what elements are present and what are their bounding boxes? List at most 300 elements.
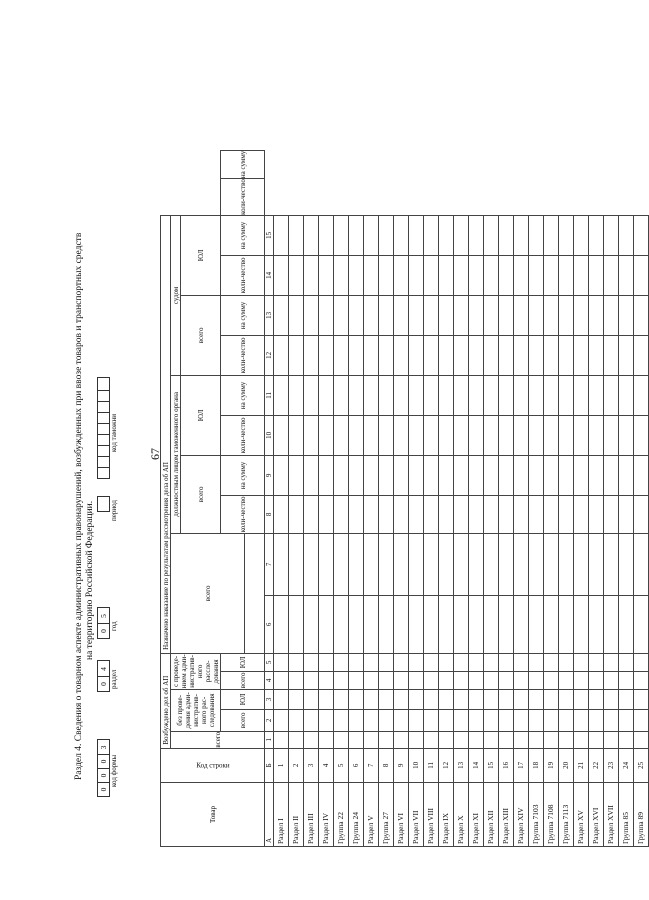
data-cell[interactable] (469, 415, 484, 455)
data-cell[interactable] (274, 295, 289, 335)
data-cell[interactable] (529, 731, 544, 748)
data-cell[interactable] (499, 215, 514, 255)
data-cell[interactable] (454, 295, 469, 335)
data-cell[interactable] (559, 689, 574, 709)
data-cell[interactable] (454, 335, 469, 375)
data-cell[interactable] (589, 415, 604, 455)
data-cell[interactable] (469, 295, 484, 335)
data-cell[interactable] (484, 671, 499, 689)
data-cell[interactable] (409, 731, 424, 748)
data-cell[interactable] (589, 671, 604, 689)
data-cell[interactable] (319, 709, 334, 731)
data-cell[interactable] (439, 495, 454, 533)
data-cell[interactable] (304, 671, 319, 689)
data-cell[interactable] (394, 295, 409, 335)
data-cell[interactable] (484, 215, 499, 255)
data-cell[interactable] (499, 709, 514, 731)
data-cell[interactable] (319, 689, 334, 709)
data-cell[interactable] (289, 375, 304, 415)
data-cell[interactable] (544, 495, 559, 533)
data-cell[interactable] (424, 335, 439, 375)
data-cell[interactable] (334, 415, 349, 455)
data-cell[interactable] (409, 533, 424, 595)
data-cell[interactable] (379, 455, 394, 495)
data-cell[interactable] (589, 495, 604, 533)
data-cell[interactable] (334, 671, 349, 689)
data-cell[interactable] (304, 255, 319, 295)
data-cell[interactable] (469, 595, 484, 653)
data-cell[interactable] (469, 255, 484, 295)
data-cell[interactable] (364, 595, 379, 653)
data-cell[interactable] (529, 689, 544, 709)
data-cell[interactable] (484, 375, 499, 415)
data-cell[interactable] (379, 375, 394, 415)
data-cell[interactable] (634, 375, 649, 415)
data-cell[interactable] (454, 653, 469, 671)
data-cell[interactable] (364, 335, 379, 375)
data-cell[interactable] (454, 671, 469, 689)
data-cell[interactable] (514, 671, 529, 689)
data-cell[interactable] (499, 255, 514, 295)
data-cell[interactable] (574, 215, 589, 255)
data-cell[interactable] (484, 495, 499, 533)
data-cell[interactable] (409, 375, 424, 415)
data-cell[interactable] (424, 709, 439, 731)
data-cell[interactable] (529, 709, 544, 731)
data-cell[interactable] (574, 495, 589, 533)
data-cell[interactable] (529, 595, 544, 653)
data-cell[interactable] (454, 709, 469, 731)
data-cell[interactable] (604, 689, 619, 709)
data-cell[interactable] (274, 375, 289, 415)
data-cell[interactable] (619, 709, 634, 731)
data-cell[interactable] (514, 731, 529, 748)
data-cell[interactable] (619, 671, 634, 689)
data-cell[interactable] (289, 731, 304, 748)
data-cell[interactable] (319, 255, 334, 295)
data-cell[interactable] (589, 595, 604, 653)
data-cell[interactable] (454, 415, 469, 455)
data-cell[interactable] (469, 533, 484, 595)
data-cell[interactable] (559, 671, 574, 689)
data-cell[interactable] (289, 595, 304, 653)
data-cell[interactable] (364, 653, 379, 671)
data-cell[interactable] (409, 595, 424, 653)
data-cell[interactable] (469, 689, 484, 709)
data-cell[interactable] (559, 455, 574, 495)
data-cell[interactable] (604, 335, 619, 375)
data-cell[interactable] (379, 653, 394, 671)
data-cell[interactable] (544, 335, 559, 375)
data-cell[interactable] (634, 455, 649, 495)
data-cell[interactable] (574, 595, 589, 653)
data-cell[interactable] (364, 415, 379, 455)
data-cell[interactable] (469, 731, 484, 748)
data-cell[interactable] (289, 689, 304, 709)
data-cell[interactable] (409, 671, 424, 689)
data-cell[interactable] (394, 709, 409, 731)
data-cell[interactable] (499, 595, 514, 653)
data-cell[interactable] (379, 533, 394, 595)
data-cell[interactable] (574, 295, 589, 335)
data-cell[interactable] (469, 215, 484, 255)
data-cell[interactable] (634, 595, 649, 653)
data-cell[interactable] (439, 671, 454, 689)
data-cell[interactable] (409, 415, 424, 455)
data-cell[interactable] (514, 653, 529, 671)
data-cell[interactable] (274, 731, 289, 748)
data-cell[interactable] (334, 689, 349, 709)
data-cell[interactable] (559, 295, 574, 335)
data-cell[interactable] (574, 455, 589, 495)
data-cell[interactable] (289, 495, 304, 533)
data-cell[interactable] (379, 415, 394, 455)
data-cell[interactable] (574, 255, 589, 295)
data-cell[interactable] (604, 709, 619, 731)
data-cell[interactable] (379, 335, 394, 375)
data-cell[interactable] (439, 215, 454, 255)
data-cell[interactable] (484, 415, 499, 455)
data-cell[interactable] (469, 455, 484, 495)
data-cell[interactable] (634, 653, 649, 671)
data-cell[interactable] (364, 215, 379, 255)
data-cell[interactable] (499, 671, 514, 689)
data-cell[interactable] (514, 455, 529, 495)
data-cell[interactable] (349, 689, 364, 709)
data-cell[interactable] (394, 671, 409, 689)
data-cell[interactable] (304, 295, 319, 335)
data-cell[interactable] (379, 709, 394, 731)
data-cell[interactable] (424, 495, 439, 533)
data-cell[interactable] (304, 731, 319, 748)
data-cell[interactable] (364, 533, 379, 595)
data-cell[interactable] (529, 255, 544, 295)
data-cell[interactable] (289, 415, 304, 455)
data-cell[interactable] (619, 595, 634, 653)
data-cell[interactable] (499, 731, 514, 748)
data-cell[interactable] (409, 335, 424, 375)
data-cell[interactable] (334, 653, 349, 671)
data-cell[interactable] (439, 709, 454, 731)
data-cell[interactable] (409, 255, 424, 295)
data-cell[interactable] (544, 689, 559, 709)
data-cell[interactable] (589, 255, 604, 295)
data-cell[interactable] (289, 671, 304, 689)
data-cell[interactable] (349, 375, 364, 415)
data-cell[interactable] (499, 295, 514, 335)
data-cell[interactable] (454, 533, 469, 595)
data-cell[interactable] (544, 731, 559, 748)
data-cell[interactable] (319, 375, 334, 415)
data-cell[interactable] (274, 709, 289, 731)
data-cell[interactable] (544, 295, 559, 335)
data-cell[interactable] (334, 255, 349, 295)
data-cell[interactable] (544, 415, 559, 455)
data-cell[interactable] (589, 335, 604, 375)
data-cell[interactable] (589, 215, 604, 255)
data-cell[interactable] (289, 255, 304, 295)
data-cell[interactable] (349, 255, 364, 295)
data-cell[interactable] (499, 455, 514, 495)
data-cell[interactable] (304, 495, 319, 533)
data-cell[interactable] (514, 495, 529, 533)
data-cell[interactable] (439, 595, 454, 653)
data-cell[interactable] (604, 215, 619, 255)
data-cell[interactable] (319, 215, 334, 255)
data-cell[interactable] (484, 335, 499, 375)
data-cell[interactable] (544, 709, 559, 731)
data-cell[interactable] (364, 731, 379, 748)
data-cell[interactable] (634, 255, 649, 295)
data-cell[interactable] (619, 375, 634, 415)
data-cell[interactable] (289, 709, 304, 731)
data-cell[interactable] (409, 709, 424, 731)
data-cell[interactable] (619, 415, 634, 455)
data-cell[interactable] (514, 215, 529, 255)
data-cell[interactable] (304, 455, 319, 495)
data-cell[interactable] (544, 671, 559, 689)
data-cell[interactable] (469, 709, 484, 731)
data-cell[interactable] (484, 295, 499, 335)
data-cell[interactable] (619, 689, 634, 709)
data-cell[interactable] (289, 455, 304, 495)
data-cell[interactable] (379, 595, 394, 653)
data-cell[interactable] (424, 533, 439, 595)
data-cell[interactable] (589, 375, 604, 415)
data-cell[interactable] (334, 495, 349, 533)
data-cell[interactable] (424, 215, 439, 255)
data-cell[interactable] (409, 455, 424, 495)
data-cell[interactable] (319, 671, 334, 689)
data-cell[interactable] (394, 533, 409, 595)
data-cell[interactable] (604, 671, 619, 689)
data-cell[interactable] (514, 255, 529, 295)
data-cell[interactable] (589, 689, 604, 709)
data-cell[interactable] (439, 295, 454, 335)
data-cell[interactable] (574, 709, 589, 731)
data-cell[interactable] (334, 595, 349, 653)
data-cell[interactable] (529, 375, 544, 415)
data-cell[interactable] (424, 731, 439, 748)
data-cell[interactable] (349, 653, 364, 671)
data-cell[interactable] (634, 533, 649, 595)
data-cell[interactable] (544, 375, 559, 415)
data-cell[interactable] (559, 595, 574, 653)
data-cell[interactable] (589, 709, 604, 731)
data-cell[interactable] (514, 595, 529, 653)
data-cell[interactable] (604, 731, 619, 748)
data-cell[interactable] (514, 415, 529, 455)
data-cell[interactable] (394, 375, 409, 415)
data-cell[interactable] (349, 731, 364, 748)
data-cell[interactable] (289, 533, 304, 595)
data-cell[interactable] (304, 415, 319, 455)
data-cell[interactable] (604, 415, 619, 455)
data-cell[interactable] (619, 495, 634, 533)
data-cell[interactable] (304, 709, 319, 731)
data-cell[interactable] (274, 455, 289, 495)
data-cell[interactable] (529, 533, 544, 595)
data-cell[interactable] (439, 415, 454, 455)
data-cell[interactable] (424, 295, 439, 335)
data-cell[interactable] (574, 689, 589, 709)
data-cell[interactable] (274, 671, 289, 689)
data-cell[interactable] (589, 533, 604, 595)
data-cell[interactable] (334, 533, 349, 595)
data-cell[interactable] (634, 415, 649, 455)
data-cell[interactable] (529, 295, 544, 335)
data-cell[interactable] (619, 653, 634, 671)
data-cell[interactable] (379, 731, 394, 748)
data-cell[interactable] (334, 215, 349, 255)
data-cell[interactable] (454, 731, 469, 748)
data-cell[interactable] (394, 255, 409, 295)
data-cell[interactable] (304, 595, 319, 653)
data-cell[interactable] (604, 295, 619, 335)
data-cell[interactable] (409, 495, 424, 533)
data-cell[interactable] (574, 671, 589, 689)
data-cell[interactable] (334, 709, 349, 731)
data-cell[interactable] (469, 335, 484, 375)
data-cell[interactable] (334, 335, 349, 375)
data-cell[interactable] (394, 335, 409, 375)
data-cell[interactable] (394, 731, 409, 748)
data-cell[interactable] (334, 375, 349, 415)
data-cell[interactable] (514, 335, 529, 375)
data-cell[interactable] (514, 375, 529, 415)
data-cell[interactable] (499, 533, 514, 595)
data-cell[interactable] (559, 375, 574, 415)
data-cell[interactable] (589, 295, 604, 335)
data-cell[interactable] (349, 455, 364, 495)
data-cell[interactable] (274, 495, 289, 533)
data-cell[interactable] (394, 595, 409, 653)
data-cell[interactable] (289, 335, 304, 375)
data-cell[interactable] (634, 689, 649, 709)
data-cell[interactable] (349, 533, 364, 595)
data-cell[interactable] (394, 653, 409, 671)
data-cell[interactable] (559, 653, 574, 671)
data-cell[interactable] (454, 689, 469, 709)
data-cell[interactable] (319, 595, 334, 653)
data-cell[interactable] (424, 415, 439, 455)
data-cell[interactable] (319, 495, 334, 533)
data-cell[interactable] (394, 689, 409, 709)
data-cell[interactable] (559, 533, 574, 595)
data-cell[interactable] (364, 689, 379, 709)
data-cell[interactable] (574, 415, 589, 455)
data-cell[interactable] (409, 295, 424, 335)
data-cell[interactable] (439, 335, 454, 375)
data-cell[interactable] (544, 255, 559, 295)
data-cell[interactable] (274, 335, 289, 375)
data-cell[interactable] (484, 455, 499, 495)
data-cell[interactable] (454, 455, 469, 495)
data-cell[interactable] (619, 295, 634, 335)
data-cell[interactable] (484, 533, 499, 595)
data-cell[interactable] (454, 595, 469, 653)
data-cell[interactable] (364, 375, 379, 415)
data-cell[interactable] (619, 731, 634, 748)
data-cell[interactable] (604, 595, 619, 653)
data-cell[interactable] (364, 255, 379, 295)
data-cell[interactable] (349, 495, 364, 533)
data-cell[interactable] (424, 689, 439, 709)
data-cell[interactable] (514, 533, 529, 595)
data-cell[interactable] (274, 415, 289, 455)
data-cell[interactable] (304, 653, 319, 671)
data-cell[interactable] (634, 671, 649, 689)
data-cell[interactable] (439, 653, 454, 671)
data-cell[interactable] (589, 653, 604, 671)
data-cell[interactable] (319, 335, 334, 375)
data-cell[interactable] (604, 255, 619, 295)
data-cell[interactable] (514, 295, 529, 335)
data-cell[interactable] (304, 375, 319, 415)
data-cell[interactable] (349, 595, 364, 653)
data-cell[interactable] (274, 689, 289, 709)
data-cell[interactable] (469, 375, 484, 415)
data-cell[interactable] (514, 689, 529, 709)
data-cell[interactable] (469, 671, 484, 689)
data-cell[interactable] (274, 653, 289, 671)
data-cell[interactable] (574, 653, 589, 671)
data-cell[interactable] (574, 731, 589, 748)
data-cell[interactable] (349, 215, 364, 255)
data-cell[interactable] (424, 595, 439, 653)
data-cell[interactable] (619, 335, 634, 375)
data-cell[interactable] (619, 455, 634, 495)
data-cell[interactable] (364, 455, 379, 495)
data-cell[interactable] (469, 495, 484, 533)
data-cell[interactable] (334, 295, 349, 335)
data-cell[interactable] (379, 255, 394, 295)
data-cell[interactable] (514, 709, 529, 731)
data-cell[interactable] (304, 335, 319, 375)
data-cell[interactable] (454, 215, 469, 255)
data-cell[interactable] (379, 295, 394, 335)
data-cell[interactable] (499, 335, 514, 375)
data-cell[interactable] (334, 455, 349, 495)
data-cell[interactable] (604, 375, 619, 415)
data-cell[interactable] (379, 215, 394, 255)
data-cell[interactable] (289, 653, 304, 671)
data-cell[interactable] (604, 495, 619, 533)
data-cell[interactable] (349, 415, 364, 455)
data-cell[interactable] (319, 731, 334, 748)
data-cell[interactable] (529, 671, 544, 689)
data-cell[interactable] (559, 495, 574, 533)
data-cell[interactable] (424, 455, 439, 495)
data-cell[interactable] (574, 375, 589, 415)
data-cell[interactable] (529, 415, 544, 455)
data-cell[interactable] (409, 215, 424, 255)
data-cell[interactable] (439, 375, 454, 415)
data-cell[interactable] (319, 533, 334, 595)
data-cell[interactable] (604, 455, 619, 495)
data-cell[interactable] (499, 689, 514, 709)
data-cell[interactable] (529, 335, 544, 375)
data-cell[interactable] (364, 709, 379, 731)
data-cell[interactable] (634, 295, 649, 335)
data-cell[interactable] (484, 709, 499, 731)
data-cell[interactable] (274, 255, 289, 295)
data-cell[interactable] (499, 495, 514, 533)
data-cell[interactable] (379, 671, 394, 689)
data-cell[interactable] (604, 533, 619, 595)
data-cell[interactable] (379, 495, 394, 533)
data-cell[interactable] (559, 709, 574, 731)
